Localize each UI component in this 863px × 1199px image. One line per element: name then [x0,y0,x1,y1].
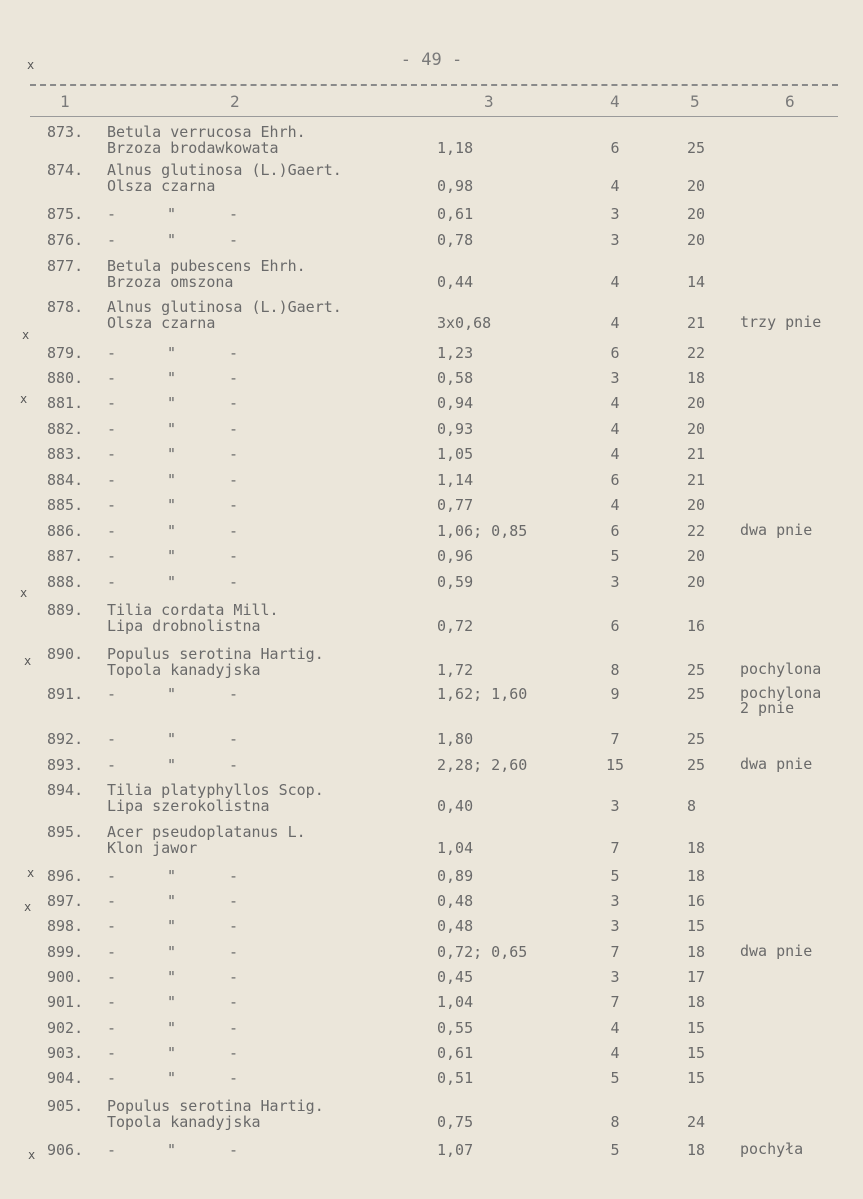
ditto-mark: " [167,522,177,540]
value-col3: 0,48 [437,917,474,935]
value-col4: 6 [610,617,620,635]
value-col5: 14 [687,273,706,291]
entry-number: 886. [47,522,84,540]
value-col4: 4 [610,445,620,463]
value-col4: 3 [610,917,620,935]
value-col3: 0,48 [437,892,474,910]
value-col4: 4 [610,496,620,514]
ditto-mark: - [107,968,117,986]
value-col3: 0,98 [437,177,474,195]
value-col4: 3 [610,797,620,815]
ditto-mark: - [229,547,239,565]
value-col3: 1,06; 0,85 [437,522,528,540]
value-col3: 0,96 [437,547,474,565]
value-col4: 6 [610,522,620,540]
ditto-mark: - [107,547,117,565]
value-col5: 18 [687,943,706,961]
latin-name: Populus serotina Hartig. [107,1097,324,1115]
value-col5: 18 [687,839,706,857]
value-col4: 3 [610,369,620,387]
value-col5: 15 [687,917,706,935]
ditto-mark: - [107,445,117,463]
remark: dwa pnie [740,755,813,773]
latin-name: Alnus glutinosa (L.)Gaert. [107,298,342,316]
ditto-mark: - [107,471,117,489]
value-col4: 6 [610,471,620,489]
species-name [107,1098,427,1130]
polish-name: Olsza czarna [107,177,216,195]
ditto-mark: - [107,205,117,223]
value-col3: 0,45 [437,968,474,986]
value-col4: 8 [610,661,620,679]
value-col5: 18 [687,369,706,387]
value-col3: 0,40 [437,797,474,815]
entry-number: 879. [47,344,84,362]
margin-mark: x [22,328,30,342]
value-col5: 22 [687,344,706,362]
value-col3: 0,61 [437,205,474,223]
ditto-mark: - [229,917,239,935]
entry-number: 882. [47,420,84,438]
polish-name: Lipa drobnolistna [107,617,261,635]
value-col5: 25 [687,139,706,157]
ditto-mark: - [229,522,239,540]
column-header-1: 1 [60,92,70,111]
ditto-mark: " [167,1044,177,1062]
ditto-mark: " [167,730,177,748]
ditto-mark: - [107,1044,117,1062]
value-col4: 15 [605,756,625,774]
species-name [107,258,427,290]
entry-number: 889. [47,601,84,619]
latin-name: Populus serotina Hartig. [107,645,324,663]
margin-mark: x [24,900,32,914]
value-col5: 18 [687,867,706,885]
value-col3: 0,72 [437,617,474,635]
ditto-mark: - [229,1019,239,1037]
latin-name: Betula verrucosa Ehrh. [107,123,306,141]
ditto-mark: - [229,968,239,986]
ditto-mark: - [229,1044,239,1062]
polish-name: Klon jawor [107,839,198,857]
margin-mark: x [20,392,28,406]
species-name [107,782,427,814]
entry-number: 891. [47,685,84,703]
ditto-mark: - [107,573,117,591]
entry-number: 884. [47,471,84,489]
value-col3: 0,72; 0,65 [437,943,528,961]
ditto-mark: " [167,369,177,387]
value-col4: 5 [610,547,620,565]
species-name [107,299,427,331]
entry-number: 881. [47,394,84,412]
entry-number: 877. [47,257,84,275]
latin-name: Alnus glutinosa (L.)Gaert. [107,161,342,179]
ditto-mark: " [167,1069,177,1087]
polish-name: Topola kanadyjska [107,661,261,679]
entry-number: 897. [47,892,84,910]
value-col3: 0,77 [437,496,474,514]
species-name [107,124,427,156]
margin-mark: x [27,58,35,72]
ditto-mark: " [167,968,177,986]
ditto-mark: - [229,993,239,1011]
species-name [107,162,427,194]
value-col4: 4 [610,394,620,412]
ditto-mark: - [229,231,239,249]
ditto-mark: - [107,892,117,910]
ditto-mark: " [167,685,177,703]
entry-number: 894. [47,781,84,799]
ditto-mark: - [107,943,117,961]
ditto-mark: " [167,573,177,591]
value-col5: 21 [687,314,706,332]
value-col3: 1,04 [437,839,474,857]
page-number: - 49 - [400,50,463,70]
value-col3: 0,89 [437,867,474,885]
margin-mark: x [27,866,35,880]
value-col4: 4 [610,1019,620,1037]
value-col3: 0,44 [437,273,474,291]
column-header-4: 4 [610,92,620,111]
column-header-6: 6 [785,92,795,111]
margin-mark: x [28,1148,36,1162]
polish-name: Olsza czarna [107,314,216,332]
value-col5: 25 [687,756,706,774]
column-header-5: 5 [690,92,700,111]
ditto-mark: " [167,993,177,1011]
value-col3: 1,72 [437,661,474,679]
margin-mark: x [24,654,32,668]
ditto-mark: - [229,445,239,463]
polish-name: Topola kanadyjska [107,1113,261,1131]
ditto-mark: - [229,420,239,438]
ditto-mark: - [107,993,117,1011]
value-col5: 15 [687,1044,706,1062]
species-name [107,602,427,634]
value-col3: 2,28; 2,60 [437,756,528,774]
value-col5: 25 [687,661,706,679]
value-col4: 3 [610,231,620,249]
value-col3: 1,62; 1,60 [437,685,528,703]
ditto-mark: - [107,369,117,387]
ditto-mark: - [229,573,239,591]
remark: pochyła [740,1140,804,1158]
ditto-mark: - [107,917,117,935]
ditto-mark: - [229,943,239,961]
ditto-mark: - [229,1069,239,1087]
value-col5: 20 [687,496,706,514]
value-col3: 0,93 [437,420,474,438]
margin-mark: x [20,586,28,600]
value-col5: 21 [687,445,706,463]
polish-name: Lipa szerokolistna [107,797,270,815]
ditto-mark: - [229,730,239,748]
value-col4: 3 [610,892,620,910]
ditto-mark: " [167,344,177,362]
entry-number: 890. [47,645,84,663]
latin-name: Acer pseudoplatanus L. [107,823,306,841]
entry-number: 880. [47,369,84,387]
ditto-mark: - [107,522,117,540]
ditto-mark: - [229,685,239,703]
entry-number: 873. [47,123,84,141]
ditto-mark: - [107,756,117,774]
value-col3: 0,59 [437,573,474,591]
entry-number: 904. [47,1069,84,1087]
ditto-mark: " [167,943,177,961]
value-col4: 4 [610,177,620,195]
value-col5: 24 [687,1113,706,1131]
value-col3: 1,04 [437,993,474,1011]
value-col4: 6 [610,139,620,157]
ditto-mark: " [167,205,177,223]
entry-number: 902. [47,1019,84,1037]
entry-number: 900. [47,968,84,986]
ditto-mark: - [229,867,239,885]
entry-number: 887. [47,547,84,565]
value-col5: 20 [687,177,706,195]
ditto-mark: " [167,892,177,910]
ditto-mark: - [229,496,239,514]
value-col4: 7 [610,993,620,1011]
value-col4: 8 [610,1113,620,1131]
remark: dwa pnie [740,942,813,960]
ditto-mark: - [107,231,117,249]
entry-number: 899. [47,943,84,961]
entry-number: 905. [47,1097,84,1115]
ditto-mark: " [167,867,177,885]
ditto-mark: " [167,496,177,514]
ditto-mark: - [107,344,117,362]
ditto-mark: - [229,471,239,489]
entry-number: 885. [47,496,84,514]
value-col5: 20 [687,394,706,412]
ditto-mark: - [107,730,117,748]
value-col3: 1,07 [437,1141,474,1159]
entry-number: 888. [47,573,84,591]
ditto-mark: " [167,471,177,489]
ditto-mark: - [107,1019,117,1037]
entry-number: 906. [47,1141,84,1159]
ditto-mark: - [229,205,239,223]
value-col4: 6 [610,344,620,362]
ditto-mark: - [107,1069,117,1087]
value-col5: 20 [687,205,706,223]
value-col3: 0,58 [437,369,474,387]
column-header-2: 2 [230,92,240,111]
remark: trzy pnie [740,313,822,331]
ditto-mark: - [107,685,117,703]
entry-number: 896. [47,867,84,885]
entry-number: 876. [47,231,84,249]
ditto-mark: " [167,420,177,438]
ditto-mark: - [229,892,239,910]
value-col5: 20 [687,573,706,591]
value-col3: 1,05 [437,445,474,463]
value-col3: 0,61 [437,1044,474,1062]
value-col3: 0,75 [437,1113,474,1131]
entry-number: 895. [47,823,84,841]
value-col4: 3 [610,573,620,591]
species-name [107,824,427,856]
ditto-mark: - [107,1141,117,1159]
value-col4: 9 [610,685,620,703]
value-col5: 16 [687,617,706,635]
ditto-mark: - [107,420,117,438]
value-col5: 21 [687,471,706,489]
remark: dwa pnie [740,521,813,539]
ditto-mark: " [167,917,177,935]
polish-name: Brzoza omszona [107,273,234,291]
value-col3: 0,51 [437,1069,474,1087]
value-col3: 1,23 [437,344,474,362]
value-col5: 15 [687,1019,706,1037]
entry-number: 903. [47,1044,84,1062]
ditto-mark: - [229,344,239,362]
value-col3: 1,80 [437,730,474,748]
value-col4: 5 [610,867,620,885]
value-col5: 17 [687,968,706,986]
value-col5: 20 [687,231,706,249]
ditto-mark: " [167,231,177,249]
value-col3: 0,55 [437,1019,474,1037]
value-col5: 18 [687,993,706,1011]
value-col5: 20 [687,547,706,565]
value-col3: 1,18 [437,139,474,157]
value-col5: 22 [687,522,706,540]
value-col4: 3 [610,968,620,986]
entry-number: 878. [47,298,84,316]
value-col4: 4 [610,1044,620,1062]
entry-number: 898. [47,917,84,935]
ditto-mark: - [229,1141,239,1159]
entry-number: 893. [47,756,84,774]
ditto-mark: " [167,756,177,774]
ditto-mark: - [107,496,117,514]
remark: pochylona [740,660,822,678]
value-col5: 8 [687,797,697,815]
value-col3: 0,94 [437,394,474,412]
entry-number: 892. [47,730,84,748]
remark: pochylona 2 pnie [740,684,822,717]
ditto-mark: - [107,867,117,885]
value-col4: 5 [610,1069,620,1087]
value-col3: 3x0,68 [437,314,492,332]
value-col5: 18 [687,1141,706,1159]
ditto-mark: " [167,1019,177,1037]
value-col3: 0,78 [437,231,474,249]
entry-number: 874. [47,161,84,179]
value-col5: 15 [687,1069,706,1087]
entry-number: 901. [47,993,84,1011]
value-col5: 20 [687,420,706,438]
value-col4: 4 [610,420,620,438]
latin-name: Tilia platyphyllos Scop. [107,781,324,799]
value-col4: 7 [610,943,620,961]
value-col4: 7 [610,839,620,857]
value-col4: 4 [610,314,620,332]
entry-number: 875. [47,205,84,223]
ditto-mark: - [107,394,117,412]
ditto-mark: " [167,445,177,463]
value-col5: 25 [687,685,706,703]
value-col4: 3 [610,205,620,223]
value-col4: 7 [610,730,620,748]
value-col5: 16 [687,892,706,910]
species-name [107,646,427,678]
value-col3: 1,14 [437,471,474,489]
value-col4: 5 [610,1141,620,1159]
column-header-3: 3 [484,92,494,111]
ditto-mark: " [167,547,177,565]
latin-name: Betula pubescens Ehrh. [107,257,306,275]
value-col5: 25 [687,730,706,748]
ditto-mark: - [229,369,239,387]
value-col4: 4 [610,273,620,291]
entry-number: 883. [47,445,84,463]
ditto-mark: " [167,1141,177,1159]
ditto-mark: - [229,756,239,774]
latin-name: Tilia cordata Mill. [107,601,279,619]
ditto-mark: - [229,394,239,412]
polish-name: Brzoza brodawkowata [107,139,279,157]
ditto-mark: " [167,394,177,412]
